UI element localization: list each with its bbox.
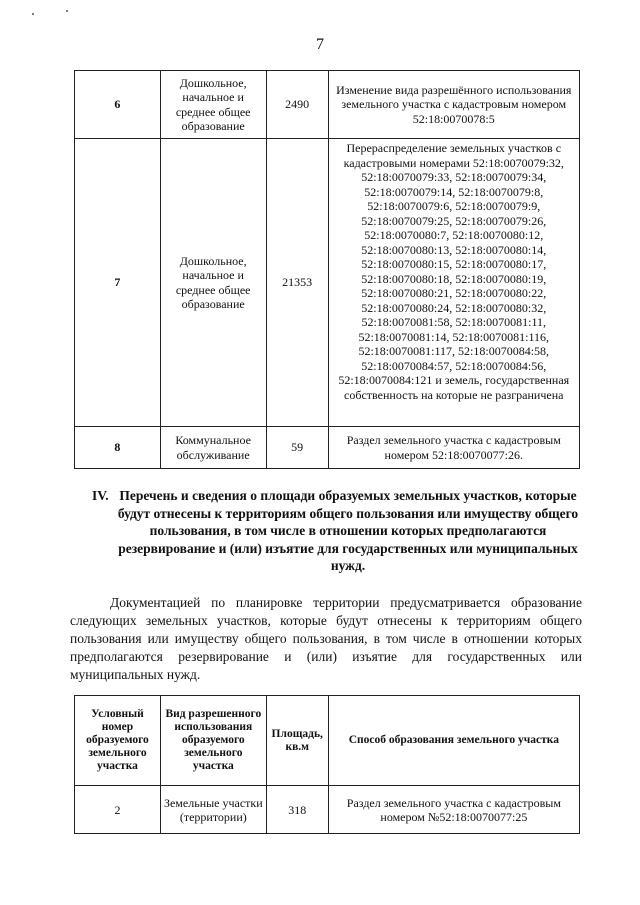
table-row [75, 71, 580, 139]
area-cell: 59 [266, 427, 328, 469]
paragraph-text: Документацией по планировке территории предусматривается образование следующих земельных участков, которые будут отнесены к территориям общего пользования или имуществу общего пользования, в том числе в отношении которых предполагаются резервирование и (или) изъятие для государственных или муниципальных нужд. [70, 595, 582, 682]
body-paragraph [70, 594, 582, 684]
column-header: Площадь, кв.м [266, 696, 328, 786]
table-row [75, 786, 580, 834]
area-cell: 21353 [266, 139, 328, 427]
use-type-cell: Коммунальное обслуживание [160, 427, 266, 469]
column-header: Способ образования земельного участка [328, 696, 579, 786]
row-number: 8 [75, 427, 161, 469]
section-number: IV. [92, 488, 109, 503]
section-title: Перечень и сведения о площади образуемых земельных участков, которые будут отнесены к территориям общего пользования или имуществу общего пользования, в том числе в отношении которых предполагаются резервирование и (или) изъятие для государственных или муниципальных нужд. [117, 488, 579, 573]
use-type-cell: Дошкольное, начальное и среднее общее образование [160, 139, 266, 427]
land-plots-table-continued [74, 70, 580, 469]
section-heading [92, 487, 582, 575]
use-type-cell: Земельные участки (территории) [160, 786, 266, 834]
column-header: Вид разрешенного использования образуемого земельного участка [160, 696, 266, 786]
row-number: 6 [75, 71, 161, 139]
method-cell: Раздел земельного участка с кадастровым номером 52:18:0070077:26. [328, 427, 579, 469]
area-cell: 318 [266, 786, 328, 834]
table-row [75, 139, 580, 427]
area-cell: 2490 [266, 71, 328, 139]
table-header-row [75, 696, 580, 786]
page-number: 7 [316, 36, 324, 53]
method-cell: Перераспределение земельных участков с кадастровыми номерами 52:18:0070079:32, 52:18:0070079:33, 52:18:0070079:34, 52:18:0070079:14, 52:18:0070079:8, 52:18:0070079:6, 52:18:0070079:9, 52:18:0070079:25, 52:18:0070079:26, 52:18:0070080:7, 52:18:0070080:12, 52:18:0070080:13, 52:18:0070080:14, 52:18:0070080:15, 52:18:0070080:17, 52:18:0070080:18, 52:18:0070080:19, 52:18:0070080:21, 52:18:0070080:22, 52:18:0070080:24, 52:18:0070080:32, 52:18:0070081:58, 52:18:0070081:11, 52:18:0070081:14, 52:18:0070081:116, 52:18:0070081:117, 52:18:0070084:58, 52:18:0070084:57, 52:18:0070084:56, 52:18:0070084:121 и земель, государственная собственность на которые не разграничена [328, 139, 579, 427]
plot-number-cell: 2 [75, 786, 161, 834]
column-header: Условный номер образуемого земельного участка [75, 696, 161, 786]
method-cell: Раздел земельного участка с кадастровым номером №52:18:0070077:25 [328, 786, 579, 834]
method-cell: Изменение вида разрешённого использования земельного участка с кадастровым номером 52:18:0070078:5 [328, 71, 579, 139]
table-row [75, 427, 580, 469]
public-use-plots-table [74, 695, 580, 834]
use-type-cell: Дошкольное, начальное и среднее общее образование [160, 71, 266, 139]
scan-speck [66, 10, 68, 12]
scan-speck [32, 13, 34, 15]
row-number: 7 [75, 139, 161, 427]
